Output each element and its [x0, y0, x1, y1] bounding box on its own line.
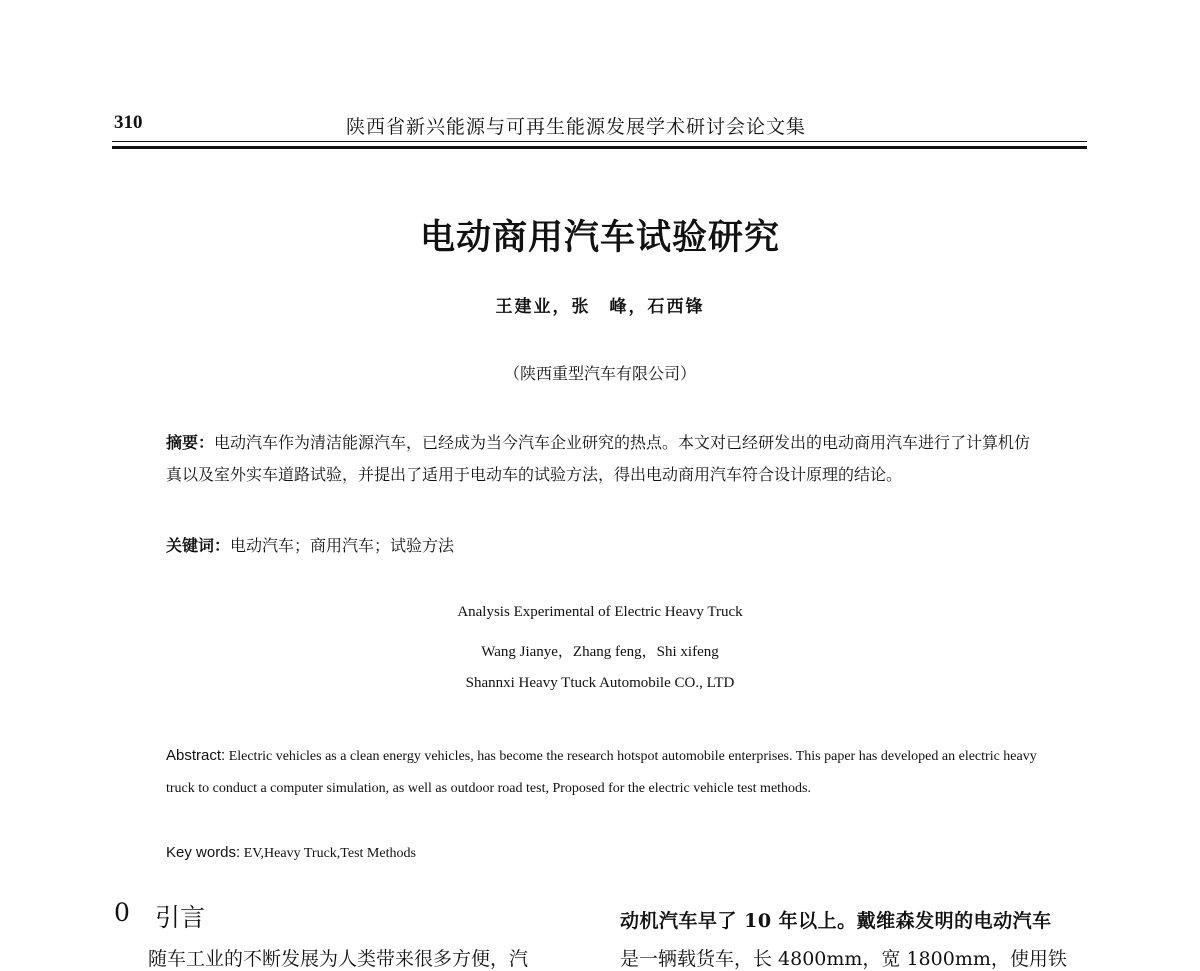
keywords-cn — [166, 533, 454, 556]
abstract-en — [166, 740, 1046, 805]
abstract-text-en: Electric vehicles as a clean energy vehicles, has become the research hotspot automobile enterprises. This paper has developed an electric heavy truck to conduct a computer simulation, as well as outdoor road test, Proposed for the electric vehicle test methods. — [166, 749, 1037, 796]
page-number: 310 — [114, 112, 143, 133]
abstract-cn — [166, 427, 1046, 491]
authors-en: Wang Jianye，Zhang feng，Shi xifeng — [481, 644, 719, 660]
abstract-label-cn: 摘要： — [166, 433, 215, 452]
authors-cn: 王建业，张 峰，石西锋 — [495, 297, 705, 317]
paper-title-en: Analysis Experimental of Electric Heavy Truck — [457, 604, 743, 620]
header-rule-thick — [112, 146, 1087, 149]
affiliation-cn: （陕西重型汽车有限公司） — [503, 364, 696, 383]
header-rule-thin — [112, 141, 1087, 142]
body-left-column-line: 随车工业的不断发展为人类带来很多方便，汽 — [148, 948, 529, 970]
keywords-label-cn: 关键词： — [166, 536, 231, 555]
abstract-text-cn: 电动汽车作为清洁能源汽车，已经成为当今汽车企业研究的热点。本文对已经研发出的电动商用汽车进行了计算机仿真以及室外实车道路试验，并提出了适用于电动车的试验方法，得出电动商用汽车符合设计原理的结论。 — [166, 433, 1031, 484]
keywords-text-en: EV,Heavy Truck,Test Methods — [243, 846, 416, 861]
keywords-en — [166, 844, 416, 862]
section-number: 0 — [114, 898, 130, 927]
body-right-column-line-2: 是一辆载货车，长 4800mm，宽 1800mm，使用铁 — [620, 948, 1067, 970]
body-right-column-line: 动机汽车早了 10 年以上。戴维森发明的电动汽车 — [620, 910, 1052, 932]
paper-title-cn: 电动商用汽车试验研究 — [419, 217, 780, 258]
abstract-label-en: Abstract: — [166, 747, 226, 764]
section-title: 引言 — [155, 903, 206, 932]
keywords-text-cn: 电动汽车；商用汽车；试验方法 — [230, 536, 455, 555]
affiliation-en: Shannxi Heavy Ttuck Automobile CO., LTD — [465, 675, 735, 691]
keywords-label-en: Key words: — [166, 844, 241, 861]
running-header-title: 陕西省新兴能源与可再生能源发展学术研讨会论文集 — [346, 116, 807, 138]
